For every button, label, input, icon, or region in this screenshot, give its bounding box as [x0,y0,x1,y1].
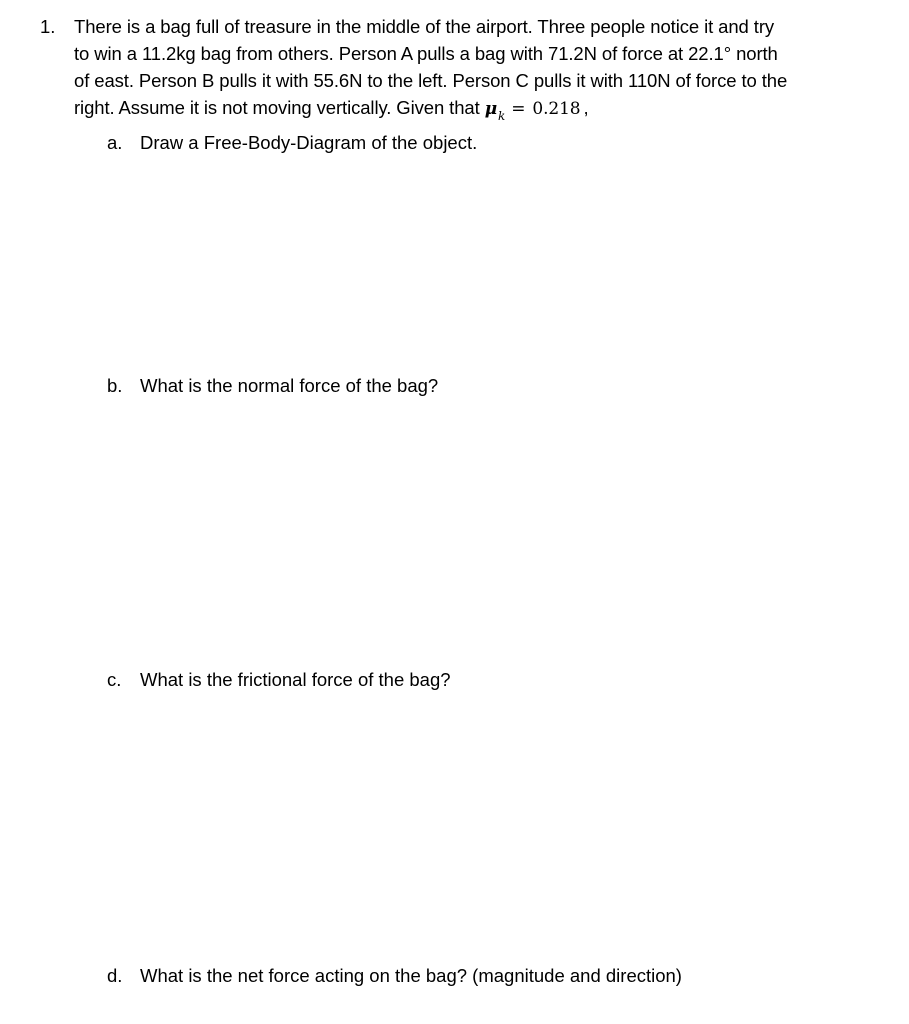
question-c-letter: c. [107,669,122,690]
question-d-letter: d. [107,965,123,986]
equals-sign: = [511,99,526,119]
answer-space-b[interactable] [107,403,867,653]
trailing-comma: , [583,97,589,118]
question-b [107,372,438,399]
question-a [107,129,477,156]
answer-space-c[interactable] [107,697,867,947]
question-c [107,666,451,693]
mu-symbol: μ [484,99,498,119]
problem-line-4-text: right. Assume it is not moving vertically. Given that [74,97,480,118]
problem-line-1: There is a bag full of treasure in the middle of the airport. Three people notice it and try [74,16,775,37]
coefficient-value: 0.218 [532,99,581,119]
question-b-letter: b. [107,375,123,396]
question-c-text: What is the frictional force of the bag? [140,669,451,690]
problem-line-4 [74,94,884,124]
question-d [107,962,682,989]
problem-statement [74,13,884,124]
question-a-text: Draw a Free-Body-Diagram of the object. [140,132,478,153]
question-d-text: What is the net force acting on the bag? (magnitude and direction) [140,965,682,986]
problem-line-2: to win a 11.2kg bag from others. Person A pulls a bag with 71.2N of force at 22.1° north [74,43,778,64]
question-b-text: What is the normal force of the bag? [140,375,439,396]
friction-coefficient-equation [484,99,581,123]
question-a-letter: a. [107,132,123,153]
problem-line-3: of east. Person B pulls it with 55.6N to the left. Person C pulls it with 110N of force to the [74,70,788,91]
problem-number: 1. [40,16,56,37]
answer-space-a[interactable] [107,160,867,360]
mu-subscript: k [498,109,506,123]
